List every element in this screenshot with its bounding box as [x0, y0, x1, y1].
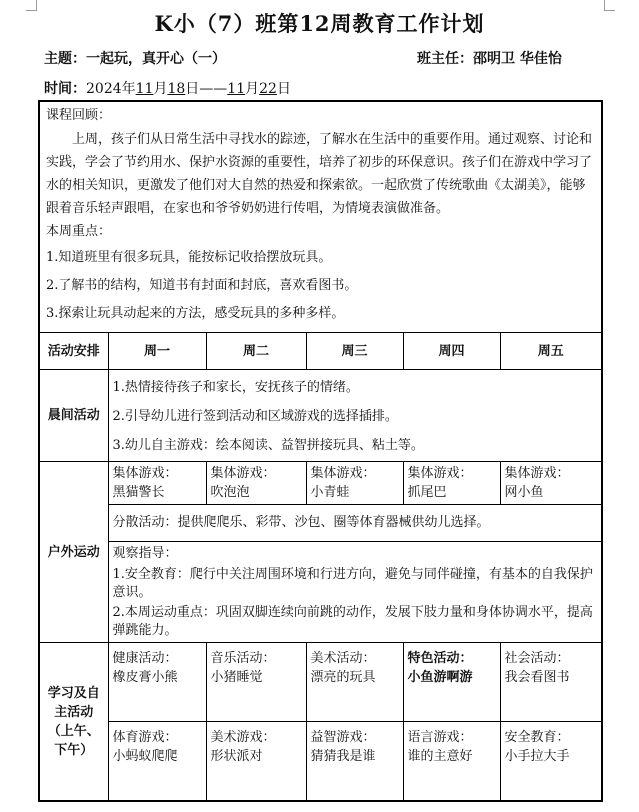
observation-guide — [108, 542, 602, 643]
observe-heading: 观察指导： — [112, 546, 178, 561]
activity-name: 漂亮的玩具 — [310, 670, 376, 685]
study-activity-cell — [500, 722, 602, 802]
activity-name: 谁的主意好 — [407, 749, 473, 764]
game-name: 抓尾巴 — [407, 485, 447, 500]
date-text: 日 — [276, 81, 291, 97]
morning-item: 1.热情接待孩子和家长，安抚孩子的情绪。 — [112, 380, 359, 395]
study-activity-cell — [108, 643, 206, 722]
activity-type: 美术游戏： — [210, 730, 276, 745]
activity-type: 美术活动： — [310, 651, 376, 666]
activity-name: 小蚂蚁爬爬 — [112, 749, 178, 764]
study-label-line: 学习及自 — [47, 685, 100, 701]
game-name: 网小鱼 — [504, 485, 544, 500]
outdoor-game-cell — [206, 462, 306, 505]
morning-item: 2.引导幼儿进行签到活动和区域游戏的选择插排。 — [112, 409, 398, 424]
activity-name: 小猪睡觉 — [210, 670, 263, 685]
observe-item: 1.安全教育：爬行中关注周围环境和行进方向，避免与同伴碰撞，有基本的自我保护意识。 — [112, 567, 593, 600]
course-review-cell — [39, 101, 602, 333]
game-name: 小青蛙 — [310, 485, 350, 500]
activity-type: 益智游戏： — [310, 730, 376, 745]
outdoor-game-cell — [108, 462, 206, 505]
morning-activities — [108, 370, 602, 462]
study-activity-cell — [403, 643, 500, 722]
date-start-day: 18 — [167, 81, 186, 97]
focus-goal: 1.知道班里有很多玩具，能按标记收拾摆放玩具。 — [46, 250, 332, 265]
study-label-line: 主活动 — [54, 704, 94, 720]
schedule-label: 活动安排 — [39, 333, 108, 370]
game-name: 吹泡泡 — [210, 485, 250, 500]
observe-item: 2.本周运动重点：巩固双脚连续向前跳的动作，发展下肢力量和身体协调水平，提高弹跳能力。 — [112, 605, 593, 638]
study-label-line: （上午、 — [47, 723, 100, 739]
date-text: 月 — [245, 81, 260, 97]
date-end-month: 11 — [227, 81, 246, 97]
outdoor-label: 户外运动 — [39, 462, 108, 643]
teacher-line: 班主任：邵明卫 华佳怡 — [417, 51, 562, 67]
date-text: 月 — [153, 81, 168, 97]
day-header: 周一 — [108, 333, 206, 370]
date-end-day: 22 — [259, 81, 277, 97]
review-heading: 课程回顾： — [46, 108, 112, 123]
game-type: 集体游戏： — [210, 466, 276, 481]
activity-name: 橡皮膏小熊 — [112, 670, 178, 685]
game-type: 集体游戏： — [504, 466, 570, 481]
day-header: 周四 — [403, 333, 500, 370]
study-activity-cell — [403, 722, 500, 802]
morning-item: 3.幼儿自主游戏：绘本阅读、益智拼接玩具、粘土等。 — [112, 438, 424, 453]
morning-label: 晨间活动 — [39, 370, 108, 462]
outdoor-game-cell — [500, 462, 602, 505]
game-name: 黑猫警长 — [112, 485, 165, 500]
activity-type: 语言游戏： — [407, 730, 473, 745]
study-label-line: 下午） — [54, 742, 94, 758]
activity-type: 体育游戏： — [112, 730, 178, 745]
activity-type: 特色活动： — [407, 651, 473, 666]
day-header: 周二 — [206, 333, 306, 370]
activity-name: 小手拉大手 — [504, 749, 570, 764]
study-activity-cell — [206, 722, 306, 802]
date-label: 时间： — [44, 81, 86, 97]
scatter-activity: 分散活动：提供爬爬乐、彩带、沙包、圈等体育器械供幼儿选择。 — [108, 505, 602, 542]
focus-goal: 3.探索让玩具动起来的方法，感受玩具的多种多样。 — [46, 306, 345, 321]
study-activity-cell — [108, 722, 206, 802]
activity-name: 小鱼游啊游 — [407, 670, 473, 685]
outdoor-game-cell — [403, 462, 500, 505]
game-type: 集体游戏： — [112, 466, 178, 481]
activity-type: 安全教育： — [504, 730, 570, 745]
activity-name: 猜猜我是谁 — [310, 749, 376, 764]
theme-line: 主题：一起玩，真开心（一） — [44, 51, 226, 67]
activity-type: 音乐活动： — [210, 651, 276, 666]
date-start-month: 11 — [135, 81, 154, 97]
study-activity-cell — [306, 643, 403, 722]
study-activity-cell — [206, 643, 306, 722]
study-label — [39, 643, 108, 802]
game-type: 集体游戏： — [310, 466, 376, 481]
outdoor-game-cell — [306, 462, 403, 505]
day-header: 周三 — [306, 333, 403, 370]
date-text: 日—— — [185, 81, 228, 97]
review-text: 上周，孩子们从日常生活中寻找水的踪迹，了解水在生活中的重要作用。通过观察、讨论和实践，学会了节约用水、保护水资源的重要性，培养了初步的环保意识。孩子们在游戏中学习了水的相关知识，更激发了他们对大自然的热爱和探索欲。一起欣赏了传统歌曲《太湖美》，能够跟着音乐轻声跟唱，在家也和爷爷奶奶进行传唱，为情境表演做准备。 — [46, 132, 593, 216]
focus-goal: 2.了解书的结构，知道书有封面和封底，喜欢看图书。 — [46, 278, 358, 293]
study-activity-cell — [306, 722, 403, 802]
plan-table — [38, 100, 603, 802]
activity-type: 社会活动： — [504, 651, 570, 666]
study-activity-cell — [500, 643, 602, 722]
activity-type: 健康活动： — [112, 651, 178, 666]
document-title: K小（7）班第12周教育工作计划 — [154, 11, 485, 36]
activity-name: 我会看图书 — [504, 670, 570, 685]
activity-name: 形状派对 — [210, 749, 263, 764]
game-type: 集体游戏： — [407, 466, 473, 481]
day-header: 周五 — [500, 333, 602, 370]
date-line — [44, 78, 291, 98]
date-year: 2024年 — [86, 81, 136, 97]
focus-heading: 本周重点： — [46, 224, 112, 239]
